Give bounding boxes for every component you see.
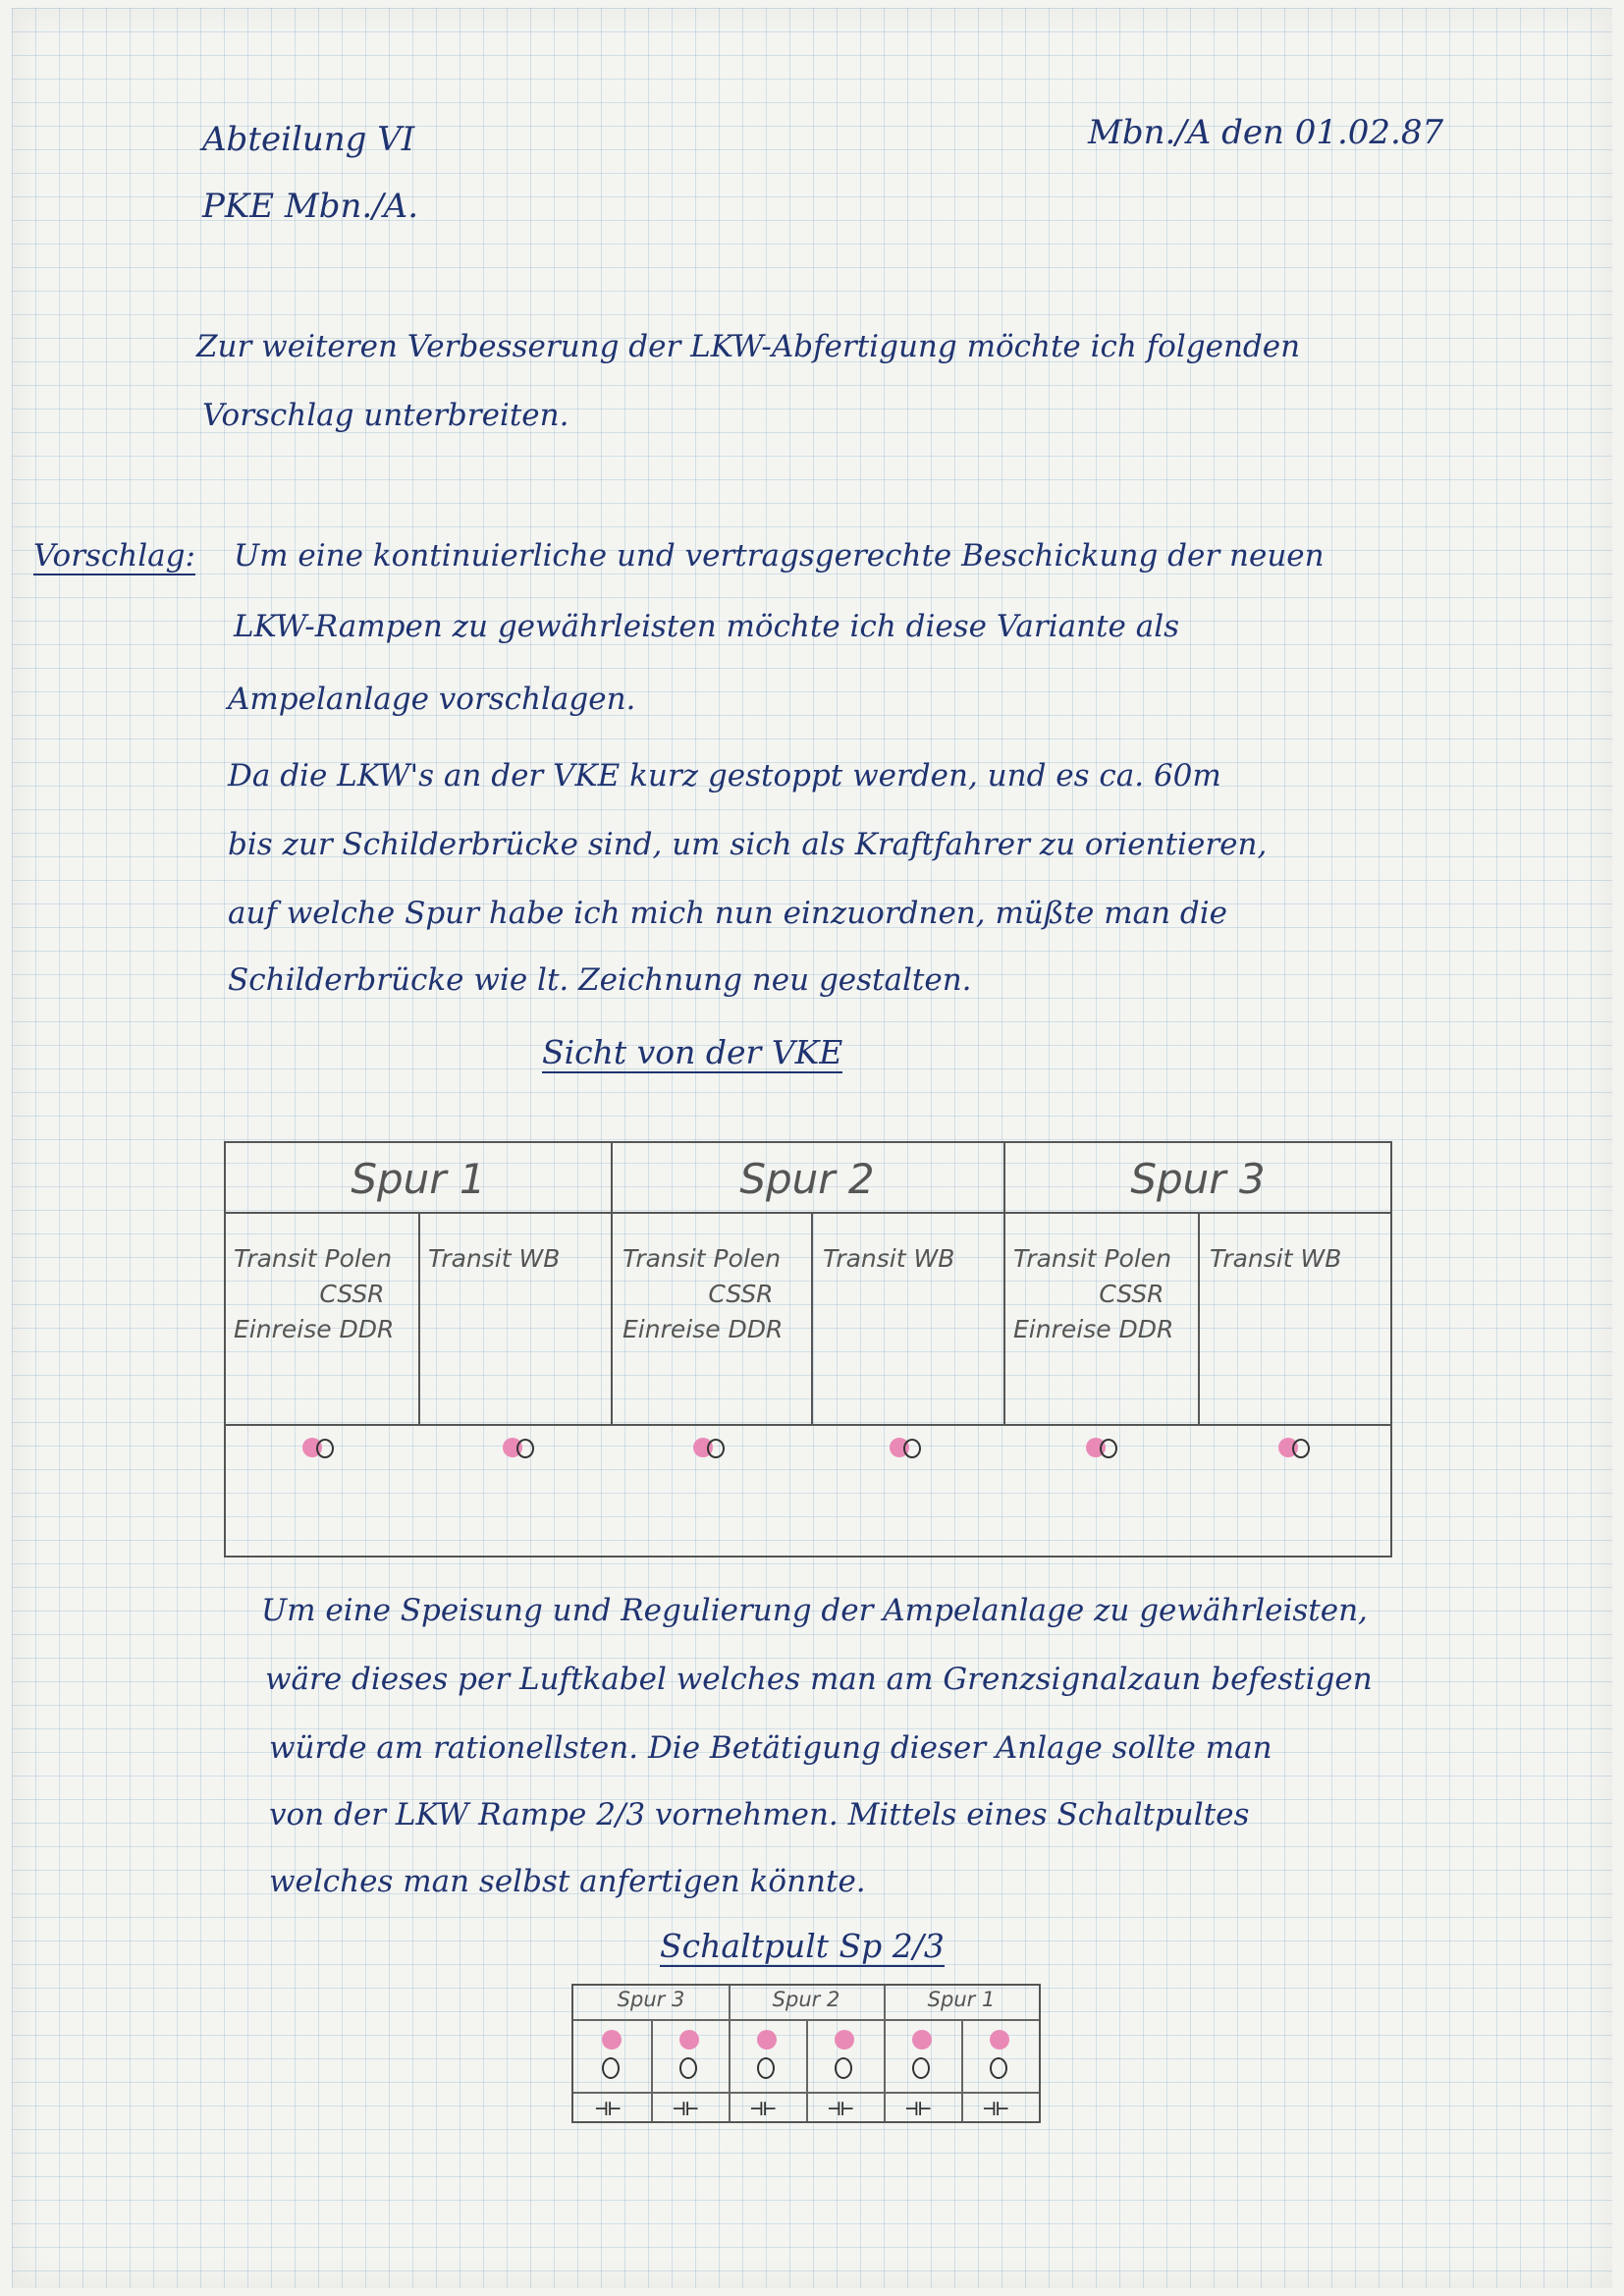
proposal-label: Vorschlag:	[33, 538, 195, 574]
lane-3-left-sign: Transit Polen CSSR Einreise DDR	[1013, 1244, 1174, 1343]
sign-bridge-drawing	[224, 1141, 1392, 1558]
lane-2-left-sign: Transit Polen CSSR Einreise DDR	[623, 1244, 784, 1343]
traffic-light-icon	[1086, 1436, 1125, 1457]
traffic-light-icon	[1278, 1436, 1318, 1457]
switch-icon: ⊣⊢	[673, 2097, 699, 2121]
switch-icon: ⊣⊢	[983, 2097, 1009, 2121]
drawing2-title: Schaltpult Sp 2/3	[660, 1927, 945, 1965]
lane-2-right-sign: Transit WB	[823, 1244, 955, 1273]
closing-line: Um eine Speisung und Regulierung der Ampelanlage zu gewährleisten,	[261, 1593, 1368, 1628]
intro-line-1: Zur weiteren Verbesserung der LKW-Abfertigung möchte ich folgenden	[196, 329, 1301, 364]
drawing1-title: Sicht von der VKE	[542, 1033, 843, 1071]
table-divider	[226, 1424, 1390, 1426]
lane-3-title: Spur 3	[1130, 1155, 1266, 1203]
lane-2-title: Spur 2	[739, 1155, 875, 1203]
red-lamp-icon	[679, 2030, 699, 2050]
panel-group-label: Spur 2	[772, 1988, 840, 2011]
closing-line: welches man selbst anfertigen könnte.	[269, 1864, 866, 1899]
proposal-line: LKW-Rampen zu gewährleisten möchte ich diese Variante als	[234, 609, 1180, 644]
green-lamp-icon	[912, 2057, 930, 2079]
red-lamp-icon	[912, 2030, 932, 2050]
traffic-light-icon	[693, 1436, 732, 1457]
panel-switch-column	[903, 2030, 941, 2123]
lane-3-right-sign: Transit WB	[1210, 1244, 1342, 1273]
traffic-light-icon	[302, 1436, 342, 1457]
closing-line: würde am rationellsten. Die Betätigung dieser Anlage sollte man	[269, 1730, 1272, 1766]
proposal-line: Schilderbrücke wie lt. Zeichnung neu gestalten.	[228, 962, 972, 998]
sub-divider	[1198, 1212, 1200, 1424]
lane-1-left-sign: Transit Polen CSSR Einreise DDR	[234, 1244, 395, 1343]
switch-icon: ⊣⊢	[828, 2097, 854, 2121]
panel-group-label: Spur 1	[927, 1988, 996, 2011]
panel-switch-column	[981, 2030, 1018, 2123]
panel-divider	[806, 2019, 808, 2121]
red-lamp-icon	[835, 2030, 854, 2050]
switch-icon: ⊣⊢	[750, 2097, 777, 2121]
place-date: Mbn./A den 01.02.87	[1088, 113, 1444, 152]
sub-divider	[418, 1212, 420, 1424]
panel-switch-column	[748, 2030, 785, 2123]
panel-divider	[651, 2019, 653, 2121]
department-heading: Abteilung VI	[202, 120, 415, 159]
red-lamp-icon	[602, 2030, 622, 2050]
traffic-light-icon	[503, 1436, 542, 1457]
intro-line-2: Vorschlag unterbreiten.	[202, 398, 569, 433]
sub-divider	[811, 1212, 813, 1424]
lane-1-right-sign: Transit WB	[428, 1244, 561, 1273]
proposal-line: auf welche Spur habe ich mich nun einzuordnen, müßte man die	[228, 896, 1228, 931]
proposal-line: Um eine kontinuierliche und vertragsgerechte Beschickung der neuen	[234, 538, 1325, 574]
unit-heading: PKE Mbn./A.	[202, 187, 419, 226]
green-lamp-icon	[990, 2057, 1007, 2079]
green-lamp-icon	[602, 2057, 620, 2079]
traffic-light-icon	[890, 1436, 929, 1457]
panel-switch-column	[593, 2030, 630, 2123]
proposal-line: bis zur Schilderbrücke sind, um sich als Kraftfahrer zu orientieren,	[228, 827, 1268, 862]
control-panel-drawing	[571, 1984, 1041, 2123]
closing-line: wäre dieses per Luftkabel welches man am Grenzsignalzaun befestigen	[265, 1662, 1373, 1697]
proposal-line: Ampelanlage vorschlagen.	[228, 682, 636, 717]
panel-switch-column	[671, 2030, 708, 2123]
switch-icon: ⊣⊢	[905, 2097, 932, 2121]
panel-group-label: Spur 3	[617, 1988, 685, 2011]
switch-icon: ⊣⊢	[595, 2097, 622, 2121]
lane-1-title: Spur 1	[351, 1155, 486, 1203]
green-lamp-icon	[835, 2057, 852, 2079]
closing-line: von der LKW Rampe 2/3 vornehmen. Mittels eines Schaltpultes	[269, 1797, 1250, 1832]
green-lamp-icon	[679, 2057, 697, 2079]
table-divider	[226, 1212, 1390, 1214]
red-lamp-icon	[757, 2030, 777, 2050]
green-lamp-icon	[757, 2057, 775, 2079]
proposal-line: Da die LKW's an der VKE kurz gestoppt werden, und es ca. 60m	[228, 758, 1221, 793]
panel-divider	[961, 2019, 963, 2121]
panel-switch-column	[826, 2030, 863, 2123]
red-lamp-icon	[990, 2030, 1009, 2050]
